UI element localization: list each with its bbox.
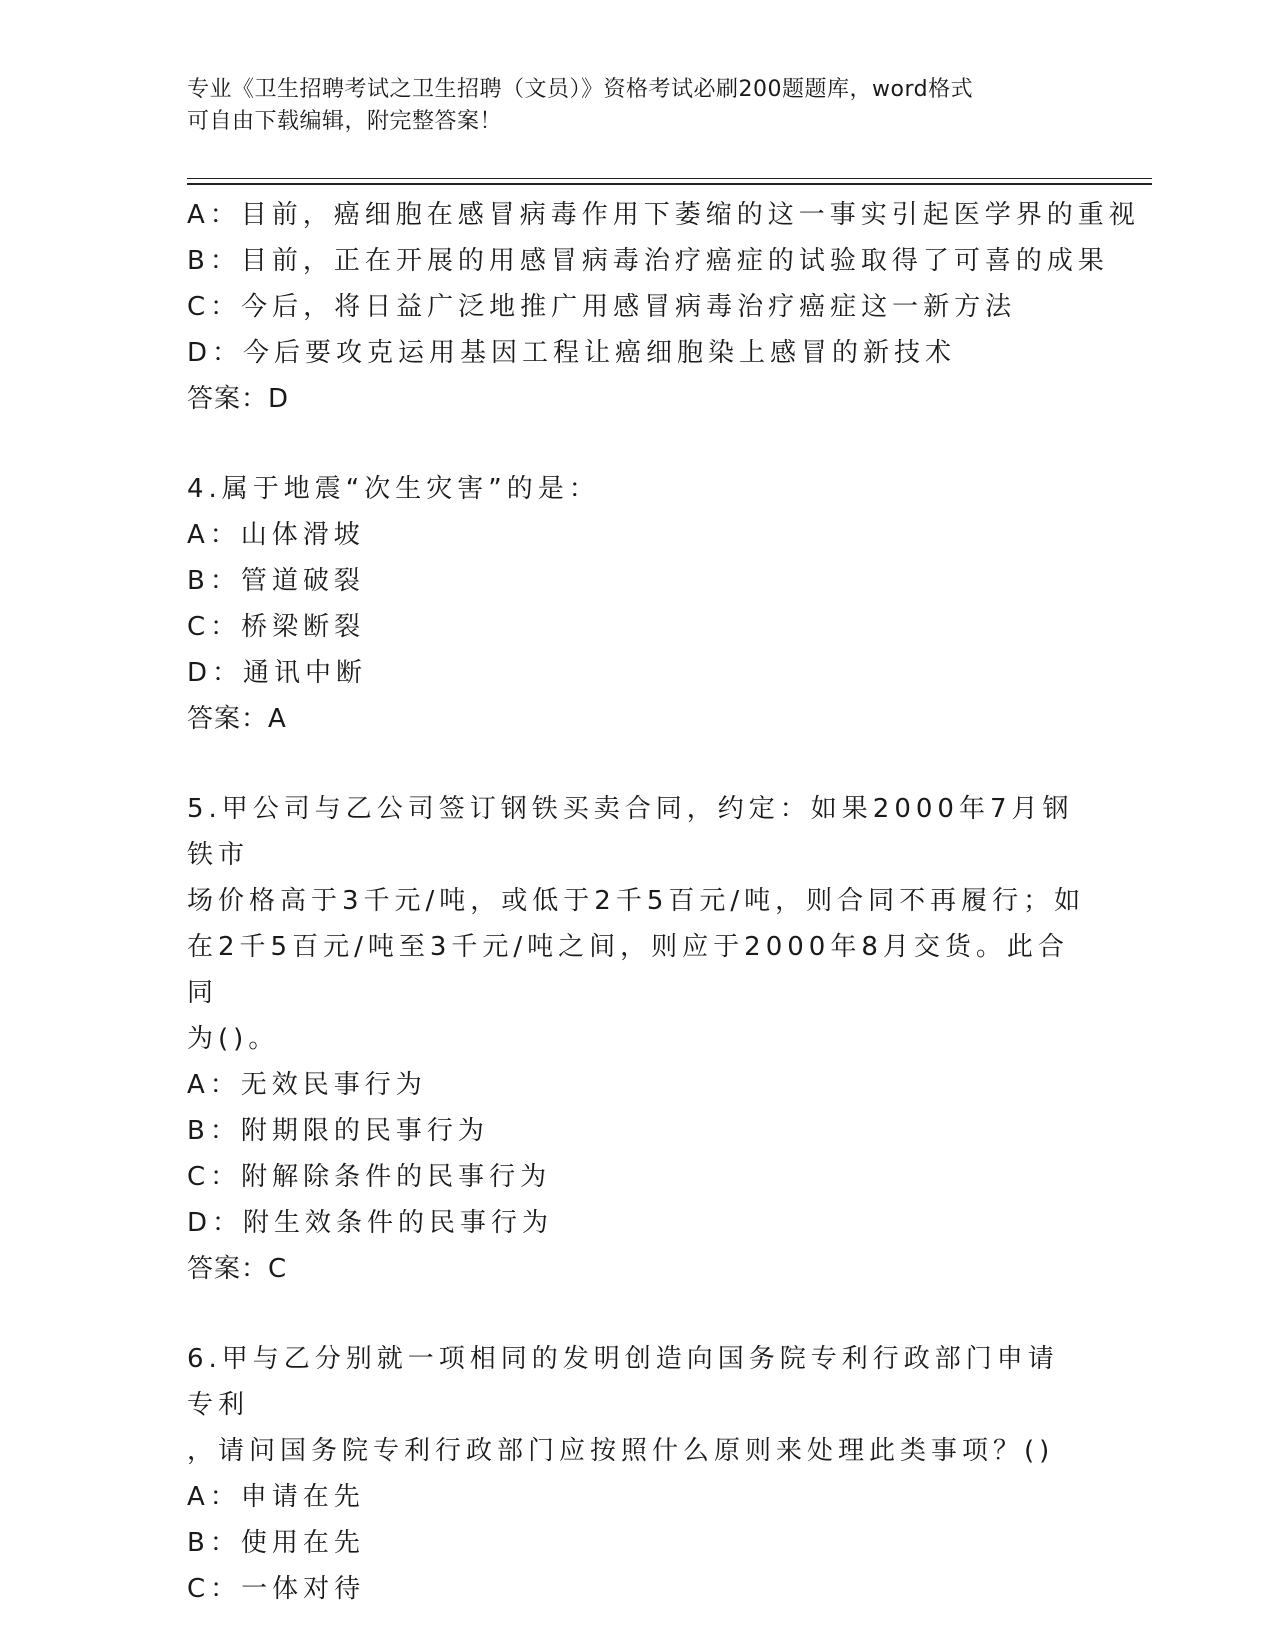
option-d: D：附生效条件的民事行为 bbox=[187, 1208, 554, 1238]
option-c: C：桥梁断裂 bbox=[187, 612, 366, 642]
option-d: D：今后要攻克运用基因工程让癌细胞染上感冒的新技术 bbox=[187, 338, 957, 368]
question-stem-line-1: 6.甲与乙分别就一项相同的发明创造向国务院专利行政部门申请专利 bbox=[187, 1344, 1059, 1420]
question-stem-line-1: 5.甲公司与乙公司签订钢铁买卖合同，约定：如果2000年7月钢铁市 bbox=[187, 794, 1074, 870]
answer-label: 答案：D bbox=[187, 384, 290, 414]
option-d: D：通讯中断 bbox=[187, 658, 368, 688]
header-line-2: 可自由下载编辑，附完整答案！ bbox=[187, 109, 503, 134]
option-a: A：山体滑坡 bbox=[187, 520, 365, 550]
option-c: C：今后，将日益广泛地推广用感冒病毒治疗癌症这一新方法 bbox=[187, 292, 1017, 322]
option-b: B：附期限的民事行为 bbox=[187, 1116, 489, 1146]
option-b: B：目前，正在开展的用感冒病毒治疗癌症的试验取得了可喜的成果 bbox=[187, 246, 1109, 276]
answer-label: 答案：C bbox=[187, 1254, 288, 1284]
question-3 bbox=[187, 192, 1140, 422]
option-c: C：一体对待 bbox=[187, 1574, 366, 1604]
question-stem: 4.属于地震“次生灾害”的是： bbox=[187, 474, 600, 504]
header-divider-thick bbox=[187, 183, 1152, 185]
question-list bbox=[187, 192, 1140, 1612]
option-c: C：附解除条件的民事行为 bbox=[187, 1162, 552, 1192]
question-4 bbox=[187, 466, 1087, 742]
question-5 bbox=[187, 786, 1087, 1292]
header-divider-thin bbox=[187, 178, 1152, 179]
option-a: A：无效民事行为 bbox=[187, 1070, 427, 1100]
option-b: B：管道破裂 bbox=[187, 566, 365, 596]
header-line-1: 专业《卫生招聘考试之卫生招聘（文员）》资格考试必刷200题题库，word格式 bbox=[187, 77, 974, 102]
option-b: B：使用在先 bbox=[187, 1528, 365, 1558]
option-a: A：目前，癌细胞在感冒病毒作用下萎缩的这一事实引起医学界的重视 bbox=[187, 200, 1140, 230]
answer-label: 答案：A bbox=[187, 704, 287, 734]
question-stem-line-3: 在2千5百元/吨至3千元/吨之间，则应于2000年8月交货。此合同 bbox=[187, 932, 1069, 1008]
option-a: A：申请在先 bbox=[187, 1482, 365, 1512]
question-stem-line-2: ，请问国务院专利行政部门应按照什么原则来处理此类事项？() bbox=[187, 1436, 1055, 1466]
question-6 bbox=[187, 1336, 1087, 1612]
question-stem-line-4: 为()。 bbox=[187, 1024, 280, 1054]
question-stem-line-2: 场价格高于3千元/吨，或低于2千5百元/吨，则合同不再履行；如 bbox=[187, 886, 1086, 916]
document-header bbox=[187, 74, 1087, 138]
